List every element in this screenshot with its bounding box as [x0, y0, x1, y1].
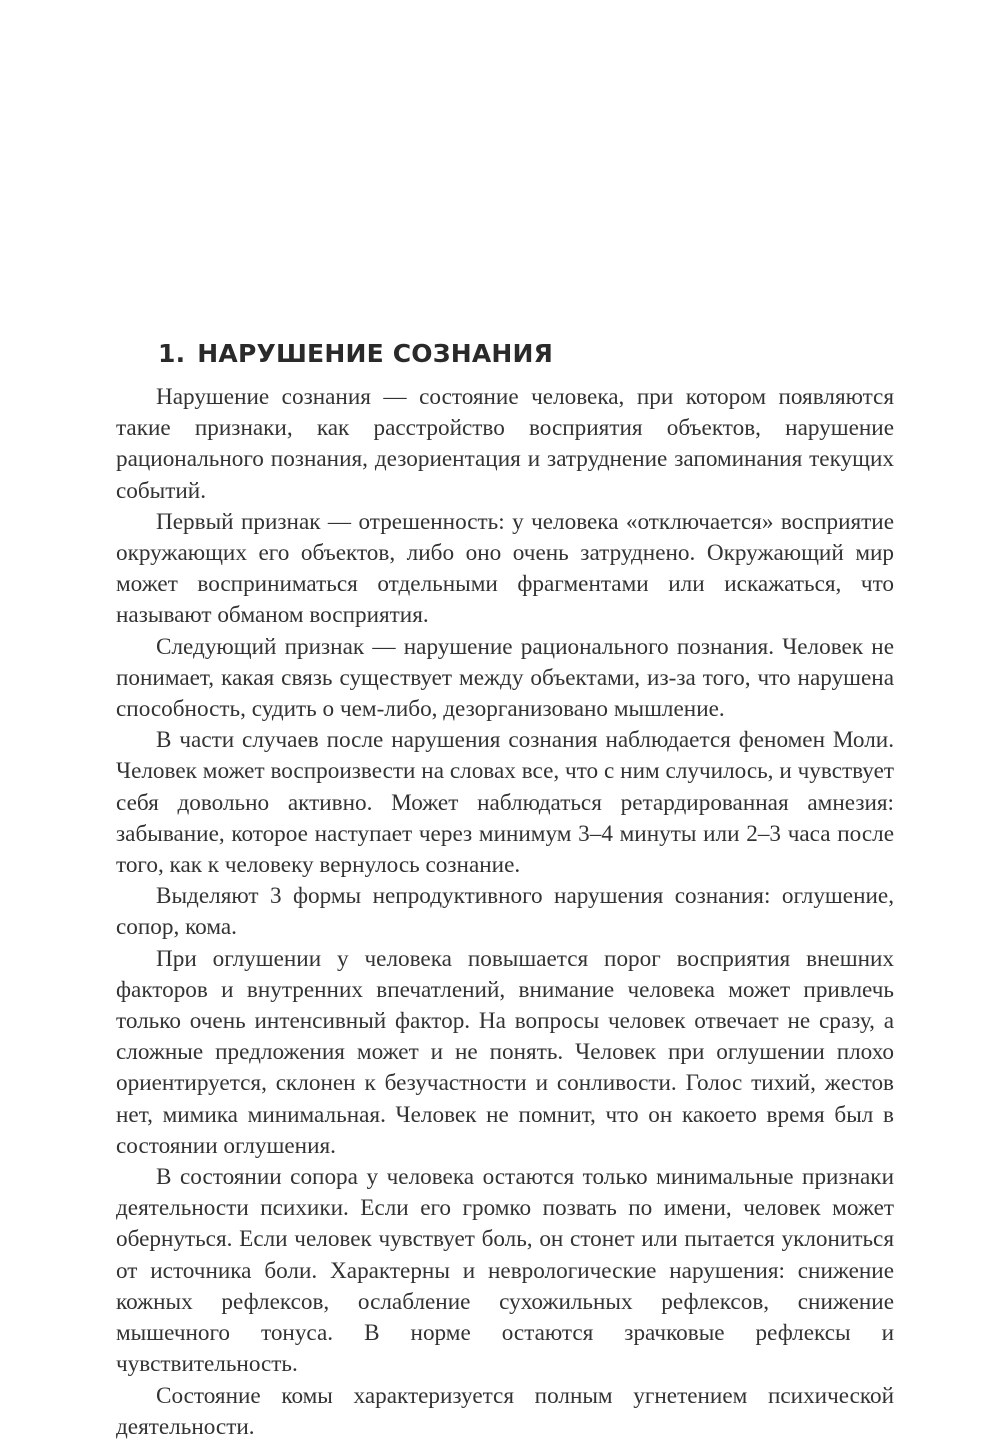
paragraph-second-sign: Следующий признак — нарушение рационального познания. Человек не понимает, какая связь существует между объектами, из-за того, что нарушена способность, судить о чем-либо, дезорганизовано мышление. [116, 633, 894, 723]
paragraph-stupefaction: При оглушении у человека повышается порог восприятия внешних факторов и внутренних впечатлений, внимание человека может привлечь только очень интенсивный фактор. На вопросы человек отвечает не сразу, а сложные предложения может и не понять. Человек при оглушении плохо ориентируется, склонен к безучастности и сонливости. Голос тихий, жестов нет, мимика минимальная. Человек не помнит, что он какоето время был в состоянии оглушения. [116, 945, 894, 1159]
paragraph-definition: Нарушение сознания — состояние человека, при котором появляются такие признаки, как расстройство восприятия объектов, нарушение рационального познания, дезориентация и затруднение запоминания текущих событий. [116, 384, 894, 504]
section-heading [158, 338, 553, 370]
paragraph-sopor: В состоянии сопора у человека остаются только минимальные признаки деятельности психики. Если его громко позвать по имени, человек может обернуться. Если человек чувствует боль, он стонет или пытается уклониться от источника боли. Характерны и неврологические нарушения: снижение кожных рефлексов, ослабление сухожильных рефлексов, снижение мышечного тонуса. В норме остаются зрачковые рефлексы и чувствительность. [116, 1164, 894, 1378]
section-title: НАРУШЕНИЕ СОЗНАНИЯ [197, 339, 554, 368]
section-number: 1. [158, 339, 186, 368]
paragraph-first-sign: Первый признак — отрешенность: у человека «отключается» восприятие окружающих его объектов, либо оно очень затруднено. Окружающий мир может восприниматься отдельными фрагментами или искажаться, что называют обманом восприятия. [116, 508, 894, 629]
section-body [116, 382, 894, 1443]
paragraph-three-forms: Выделяют 3 формы непродуктивного нарушения сознания: оглушение, сопор, кома. [116, 883, 894, 941]
paragraph-coma: Состояние комы характеризуется полным угнетением психической деятельности. [116, 1382, 894, 1440]
paragraph-moli-phenomenon: В части случаев после нарушения сознания наблюдается феномен Моли. Человек может воспроизвести на словах все, что с ним случилось, и чувствует себя довольно активно. Может наблюдаться ретардированная амнезия: забывание, которое наступает через минимум 3–4 минуты или 2–3 часа после того, как к человеку вернулось сознание. [116, 727, 894, 879]
